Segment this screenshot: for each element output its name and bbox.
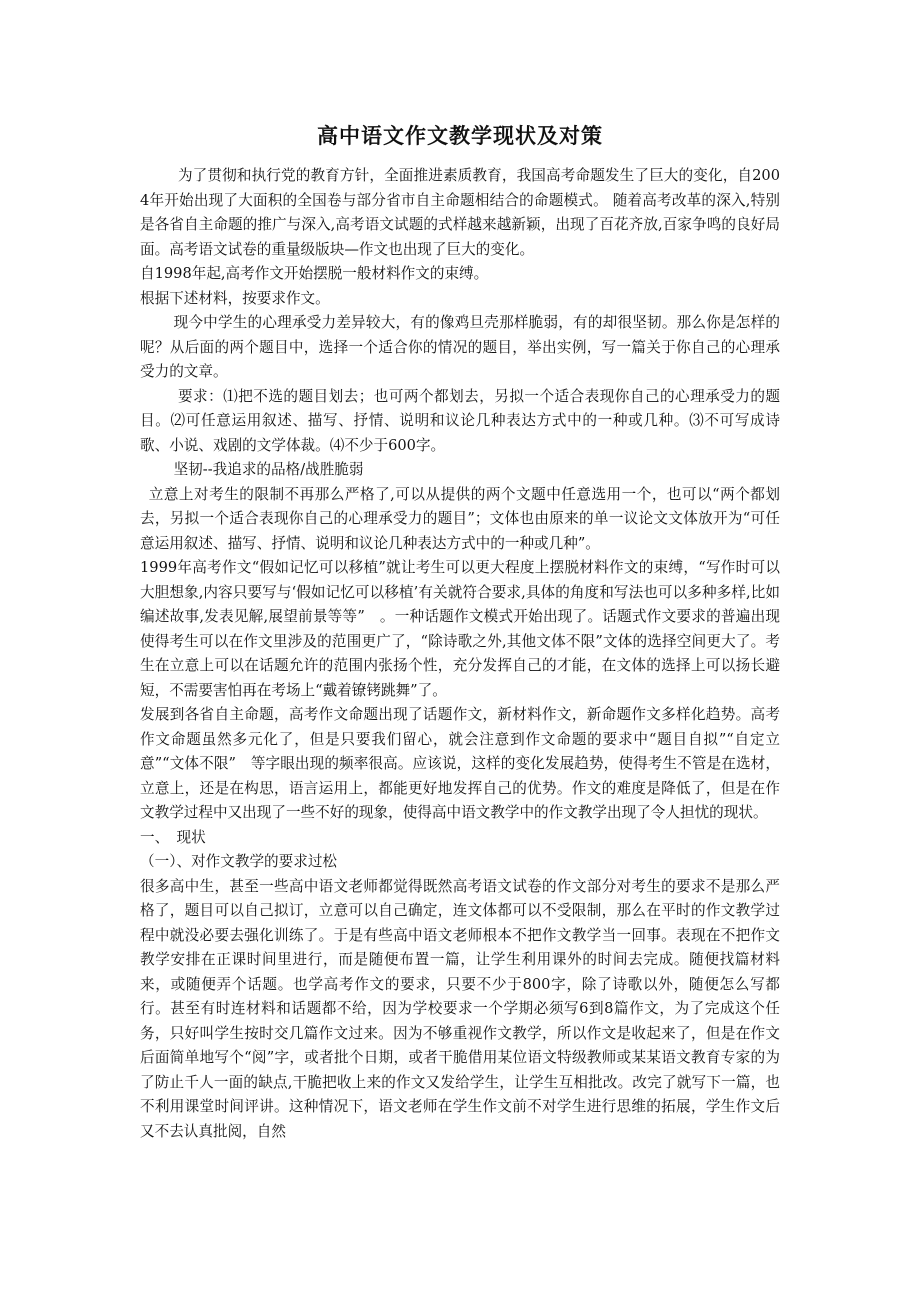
paragraph-1999: 1999年高考作文“假如记忆可以移植”就让考生可以更大程度上摆脱材料作文的束缚，“写作时可以大胆想象,内容只要写与‘假如记忆可以移植’有关就符合要求,具体的角度和写法也可以多种多样,比如编述故事,发表见解,展望前景等等” 。一种话题作文模式开始出现了。话题式作文要求的普遍出现使得考生可以在作文里涉及的范围更广了，“除诗歌之外,其他文体不限”文体的选择空间更大了。考生在立意上可以在话题允许的范围内张扬个性，充分发挥自己的才能，在文体的选择上可以扬长避短，不需要害怕再在考场上“戴着镣铐跳舞”了。 — [140, 559, 780, 699]
document-title: 高中语文作文教学现状及对策 — [317, 123, 603, 148]
paragraph-trends: 发展到各省自主命题，高考作文命题出现了话题作文，新材料作文，新命题作文多样化趋势。高考作文命题虽然多元化了，但是只要我们留心，就会注意到作文命题的要求中“题目自拟”“自定立意”“文体不限” 等字眼出现的频率很高。应该说，这样的变化发展趋势，使得考生不管是在选材，立意上，还是在构思，语言运用上，都能更好地发挥自己的优势。作文的难度是降低了，但是在作文教学过程中又出现了一些不好的现象，使得高中语文教学中的作文教学出现了令人担忧的现状。 — [140, 706, 780, 821]
paragraph-since-1998: 自1998年起,高考作文开始摆脱一般材料作文的束缚。 — [140, 265, 489, 282]
paragraph-topics: 坚韧--我追求的品格/战胜脆弱 — [173, 461, 364, 478]
subsection-heading-loose: （一）、对作文教学的要求过松 — [140, 853, 338, 870]
section-heading-status: 一、 现状 — [140, 828, 206, 846]
paragraph-requirements: 要求：⑴把不选的题目划去；也可两个都划去，另拟一个适合表现你自己的心理承受力的题目。⑵可任意运用叙述、描写、抒情、说明和议论几种表达方式中的一种或几种。⑶不可写成诗歌、小说、戏剧的文学体裁。⑷不少于600字。 — [140, 387, 780, 454]
paragraph-analysis: 立意上对考生的限制不再那么严格了,可以从提供的两个文题中任意选用一个，也可以“两个都划去，另拟一个适合表现你自己的心理承受力的题目”；文体也由原来的单一议论文文体放开为“可任意运用叙述、描写、抒情、说明和议论几种表达方式中的一种或几种”。 — [140, 485, 780, 552]
paragraph-prompt-instruction: 根据下述材料，按要求作文。 — [140, 289, 330, 307]
paragraph-material: 现今中学生的心理承受力差异较大，有的像鸡旦壳那样脆弱，有的却很坚韧。那么你是怎样的呢？从后面的两个题目中，选择一个适合你的情况的题目，举出实例，写一篇关于你自己的心理承受力的文章。 — [140, 314, 780, 380]
paragraph-loose-requirements: 很多高中生，甚至一些高中语文老师都觉得既然高考语文试卷的作文部分对考生的要求不是那么严格了，题目可以自己拟订，立意可以自己确定，连文体都可以不受限制，那么在平时的作文教学过程中就没必要去强化训练了。于是有些高中语文老师根本不把作文教学当一回事。表现在不把作文教学安排在正课时间里进行，而是随便布置一篇，让学生利用课外的时间去完成。随便找篇材料来，或随便弄个话题。也学高考作文的要求，只要不少于800字，除了诗歌以外，随便怎么写都行。甚至有时连材料和话题都不给，因为学校要求一个学期必须写6到8篇作文，为了完成这个任务，只好叫学生按时交几篇作文过来。因为不够重视作文教学，所以作文是收起来了，但是在作文后面简单地写个“阅”字，或者批个日期，或者干脆借用某位语文特级教师或某某语文教育专家的为了防止千人一面的缺点,干脆把收上来的作文又发给学生，让学生互相批改。改完了就写下一篇，也不利用课堂时间评讲。这种情况下，语文老师在学生作文前不对学生进行思维的拓展，学生作文后又不去认真批阅，自然 — [140, 877, 780, 1140]
paragraph-intro: 为了贯彻和执行党的教育方针，全面推进素质教育，我国高考命题发生了巨大的变化，自2004年开始出现了大面积的全国卷与部分省市自主命题相结合的命题模式。 随着高考改革的深入,特别是各省自主命题的推广与深入,高考语文试题的式样越来越新颖，出现了百花齐放,百家争鸣的良好局面。高考语文试卷的重量级版块—作文也出现了巨大的变化。 — [140, 167, 780, 258]
